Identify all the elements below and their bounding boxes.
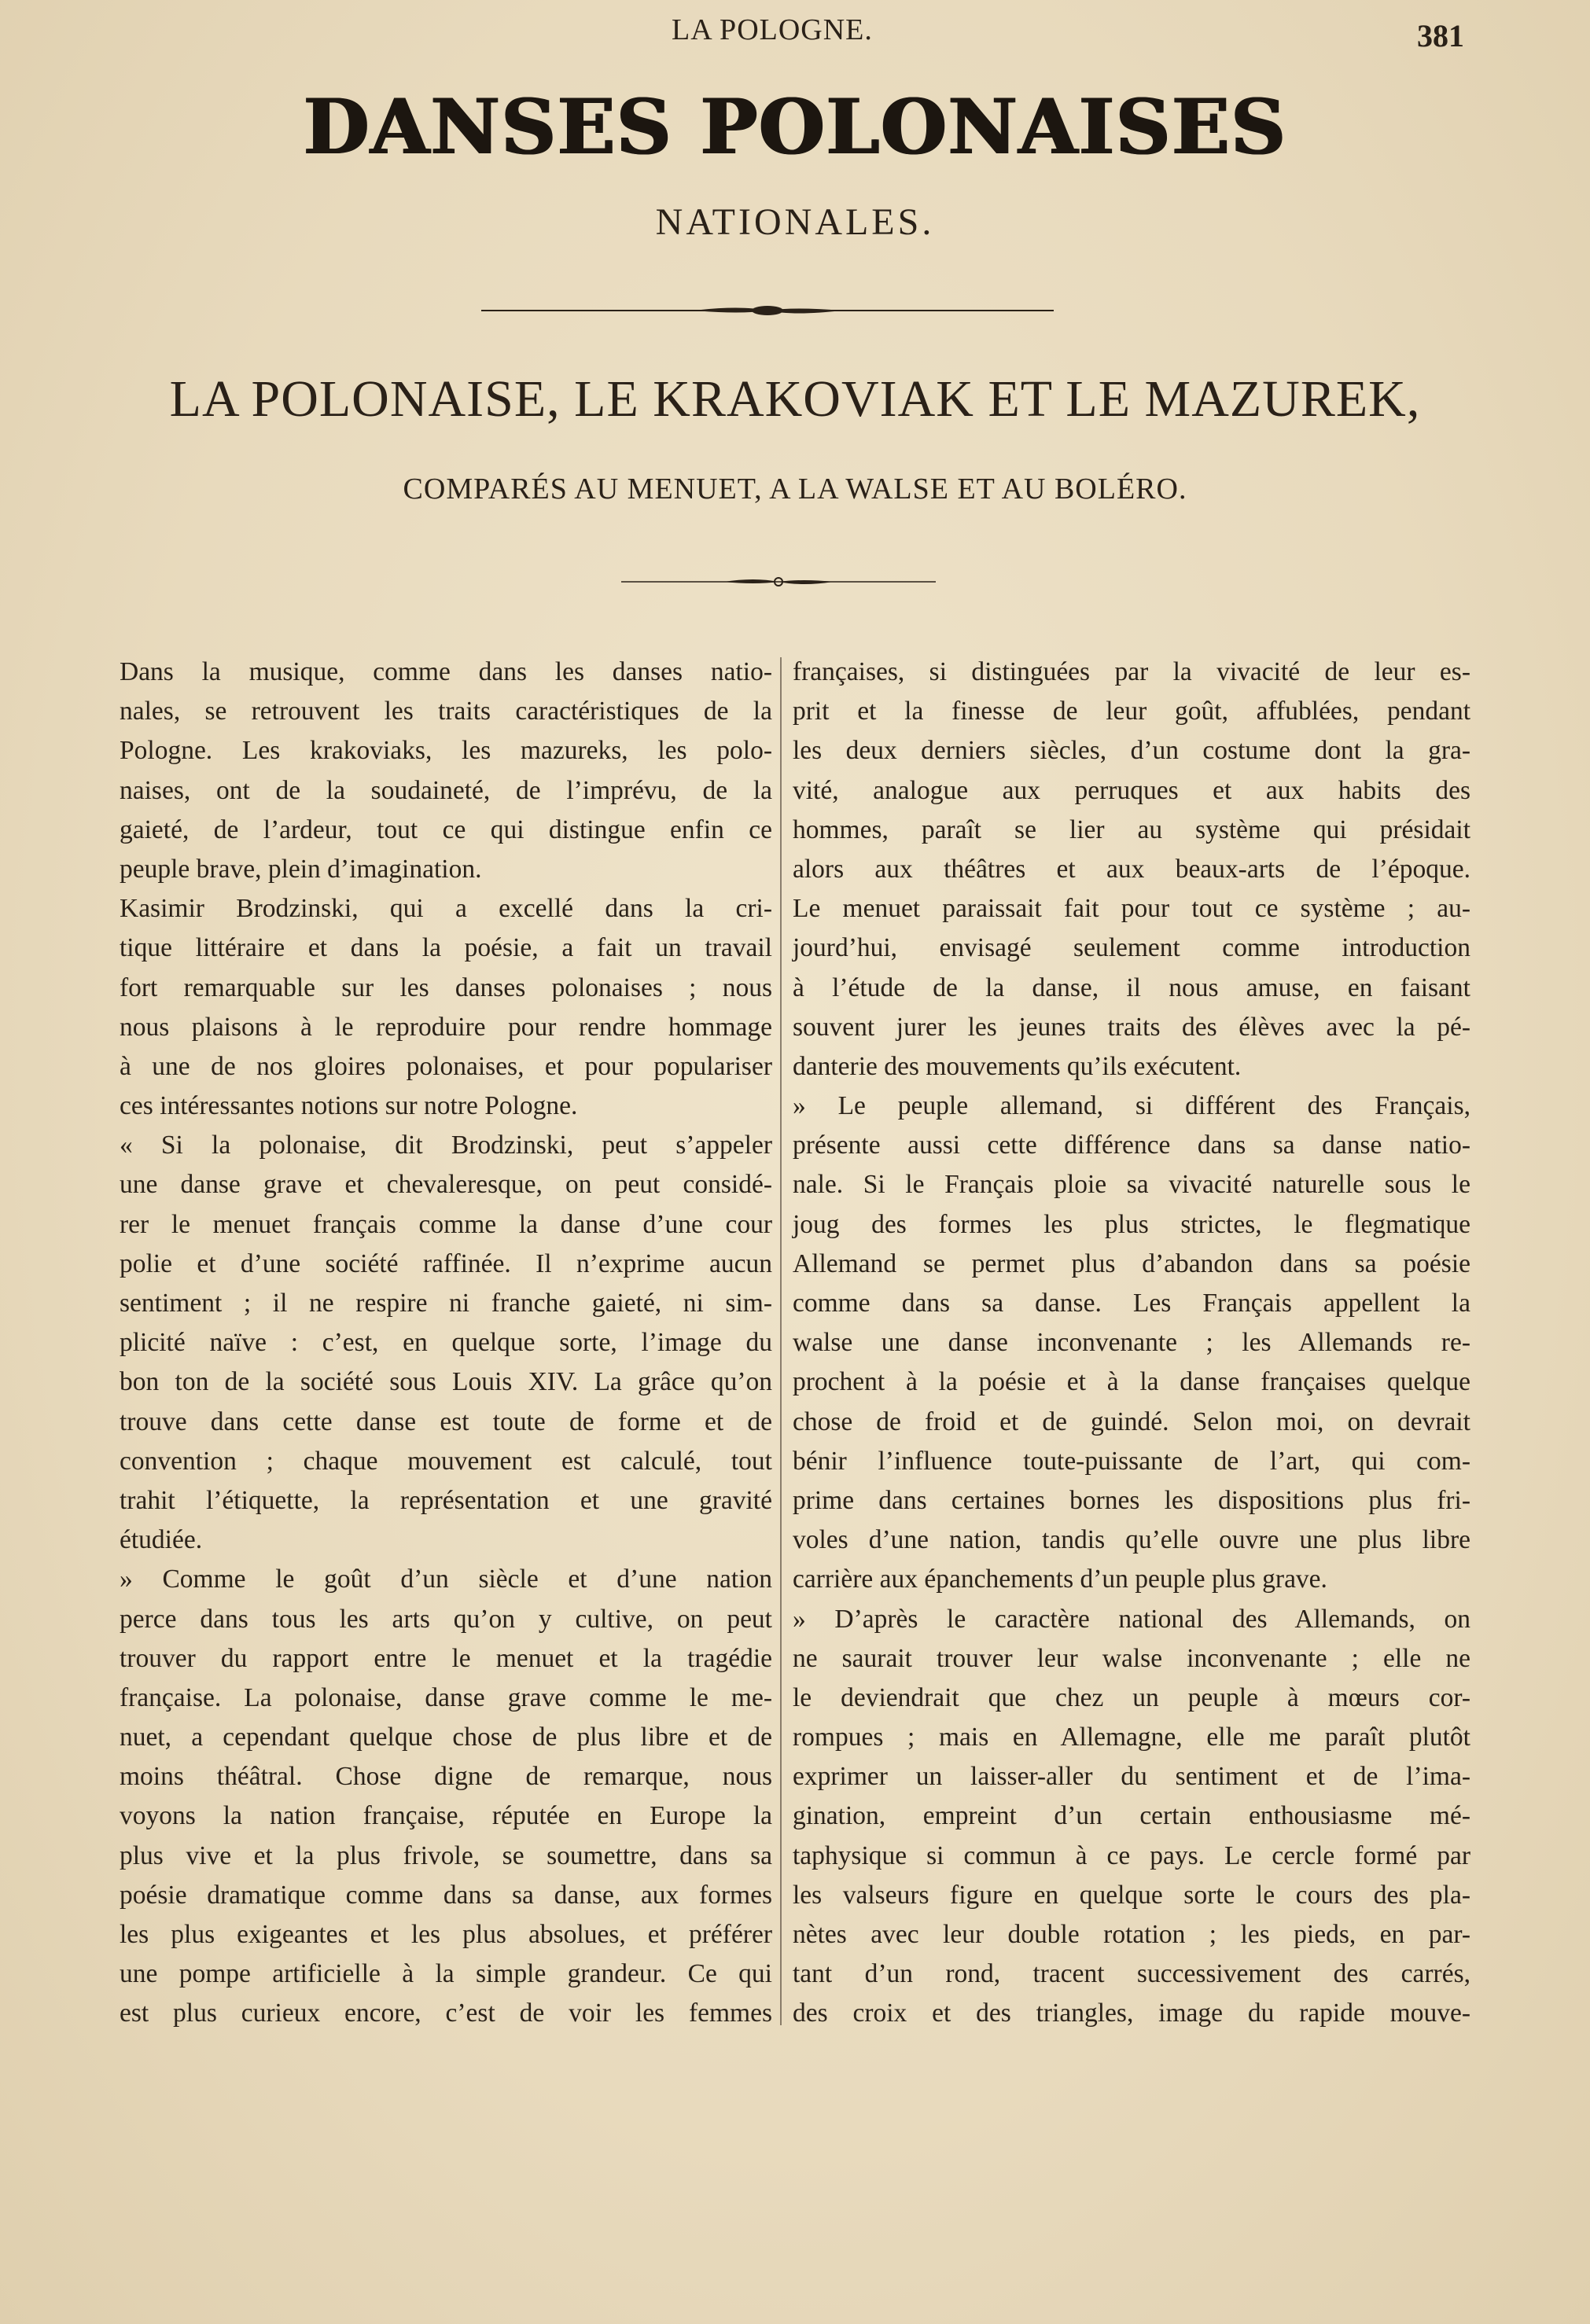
text-line: naises, ont de la soudaineté, de l’imprévu, de la (120, 775, 772, 805)
text-line: gination, empreint d’un certain enthousiasme mé- (793, 1801, 1470, 1831)
text-line: hommes, paraît se lier au système qui présidait (793, 815, 1470, 844)
text-line: jourd’hui, envisagé seulement comme introduction (793, 933, 1470, 963)
text-line: française. La polonaise, danse grave comme le me- (120, 1682, 772, 1712)
text-line: nales, se retrouvent les traits caractéristiques de la (120, 697, 772, 726)
text-line: Dans la musique, comme dans les danses natio- (120, 657, 772, 686)
text-line: bon ton de la société sous Louis XIV. La grâce qu’on (120, 1367, 772, 1397)
text-line: walse une danse inconvenante ; les Allemands re- (793, 1328, 1470, 1358)
text-line: fort remarquable sur les danses polonaises ; nous (120, 973, 772, 1002)
text-line: » Comme le goût d’un siècle et d’une nation (120, 1565, 772, 1594)
text-line: une danse grave et chevaleresque, on peut considé- (120, 1170, 772, 1200)
text-line: alors aux théâtres et aux beaux-arts de l’époque. (793, 854, 1470, 884)
text-line: chose de froid et de guindé. Selon moi, on devrait (793, 1407, 1470, 1436)
text-line: présente aussi cette différence dans sa danse natio- (793, 1131, 1470, 1160)
text-line: à une de nos gloires polonaises, et pour populariser (120, 1051, 772, 1081)
text-line: trouve dans cette danse est toute de forme et de (120, 1407, 772, 1436)
text-line: sentiment ; il ne respire ni franche gaieté, ni sim- (120, 1289, 772, 1318)
text-line: ces intéressantes notions sur notre Pologne. (120, 1091, 578, 1121)
text-line: » Le peuple allemand, si différent des Français, (793, 1091, 1470, 1121)
text-line: à l’étude de la danse, il nous amuse, en faisant (793, 973, 1470, 1002)
text-line: prochent à la poésie et à la danse françaises quelque (793, 1367, 1470, 1397)
text-line: tique littéraire et dans la poésie, a fait un travail (120, 933, 772, 963)
text-line: nous plaisons à le reproduire pour rendre hommage (120, 1012, 772, 1042)
main-subtitle: NATIONALES. (655, 201, 935, 243)
left-text-column (120, 653, 772, 2034)
text-line: voyons la nation française, réputée en Europe la (120, 1801, 772, 1831)
text-line: Le menuet paraissait fait pour tout ce système ; au- (793, 894, 1470, 924)
text-line: rompues ; mais en Allemagne, elle me paraît plutôt (793, 1723, 1470, 1752)
page-number: 381 (1417, 18, 1464, 53)
text-line: rer le menuet français comme la danse d’une cour (120, 1209, 772, 1239)
column-divider (780, 657, 782, 2025)
text-line: le deviendrait que chez un peuple à mœurs cor- (793, 1682, 1470, 1712)
running-title: LA POLOGNE. (672, 13, 873, 46)
text-line: joug des formes les plus strictes, le flegmatique (793, 1209, 1470, 1239)
right-text-column (793, 653, 1470, 2034)
text-line: des croix et des triangles, image du rapide mouve- (793, 1999, 1470, 2028)
text-line: voles d’une nation, tandis qu’elle ouvre une plus libre (793, 1525, 1470, 1555)
text-line: trahit l’étiquette, la représentation et une gravité (120, 1485, 772, 1515)
main-title: DANSES POLONAISES (303, 83, 1287, 171)
text-line: nuet, a cependant quelque chose de plus libre et de (120, 1723, 772, 1752)
text-line: gaieté, de l’ardeur, tout ce qui distingue enfin ce (120, 815, 772, 844)
text-line: les deux derniers siècles, d’un costume dont la gra- (793, 736, 1470, 766)
text-line: étudiée. (120, 1525, 203, 1555)
text-line: les plus exigeantes et les plus absolues, et préférer (120, 1920, 772, 1949)
text-line: convention ; chaque mouvement est calculé, tout (120, 1446, 772, 1476)
text-line: peuple brave, plein d’imagination. (120, 854, 482, 884)
text-line: prime dans certaines bornes les dispositions plus fri- (793, 1485, 1470, 1515)
text-line: Kasimir Brodzinski, qui a excellé dans la cri- (120, 894, 772, 924)
text-line: Allemand se permet plus d’abandon dans sa poésie (793, 1248, 1470, 1278)
text-line: carrière aux épanchements d’un peuple plus grave. (793, 1565, 1327, 1594)
text-line: polie et d’une société raffinée. Il n’exprime aucun (120, 1248, 772, 1278)
ornament-rule-top (481, 303, 1054, 318)
text-line: taphysique si commun à ce pays. Le cercle formé par (793, 1840, 1470, 1870)
text-line: prit et la finesse de leur goût, affublées, pendant (793, 697, 1470, 726)
text-line: vité, analogue aux perruques et aux habits des (793, 775, 1470, 805)
section-title: LA POLONAISE, LE KRAKOVIAK ET LE MAZUREK, (169, 370, 1421, 428)
section-subtitle: COMPARÉS AU MENUET, A LA WALSE ET AU BOLÉRO. (403, 473, 1187, 506)
text-line: une pompe artificielle à la simple grandeur. Ce qui (120, 1959, 772, 1989)
text-line: poésie dramatique comme dans sa danse, aux formes (120, 1880, 772, 1910)
text-line: tant d’un rond, tracent successivement des carrés, (793, 1959, 1470, 1989)
text-line: » D’après le caractère national des Allemands, on (793, 1604, 1470, 1634)
text-line: danterie des mouvements qu’ils exécutent. (793, 1051, 1242, 1081)
text-line: « Si la polonaise, dit Brodzinski, peut s’appeler (120, 1131, 772, 1160)
text-line: plus vive et la plus frivole, se soumettre, dans sa (120, 1840, 772, 1870)
text-line: comme dans sa danse. Les Français appellent la (793, 1289, 1470, 1318)
text-line: ne saurait trouver leur walse inconvenante ; elle ne (793, 1643, 1470, 1673)
text-line: Pologne. Les krakoviaks, les mazureks, les polo- (120, 736, 772, 766)
text-line: trouver du rapport entre le menuet et la tragédie (120, 1643, 772, 1673)
text-line: est plus curieux encore, c’est de voir les femmes (120, 1999, 772, 2028)
text-line: nètes avec leur double rotation ; les pieds, en par- (793, 1920, 1470, 1949)
text-line: plicité naïve : c’est, en quelque sorte, l’image du (120, 1328, 772, 1358)
text-line: les valseurs figure en quelque sorte le cours des pla- (793, 1880, 1470, 1910)
text-line: moins théâtral. Chose digne de remarque, nous (120, 1762, 772, 1792)
text-line: exprimer un laisser-aller du sentiment et de l’ima- (793, 1762, 1470, 1792)
text-line: bénir l’influence toute-puissante de l’art, qui com- (793, 1446, 1470, 1476)
text-line: souvent jurer les jeunes traits des élèves avec la pé- (793, 1012, 1470, 1042)
ornament-rule-section (621, 574, 936, 590)
running-head (0, 6, 1590, 61)
text-line: françaises, si distinguées par la vivacité de leur es- (793, 657, 1470, 686)
text-line: perce dans tous les arts qu’on y cultive, on peut (120, 1604, 772, 1634)
text-line: nale. Si le Français ploie sa vivacité naturelle sous le (793, 1170, 1470, 1200)
